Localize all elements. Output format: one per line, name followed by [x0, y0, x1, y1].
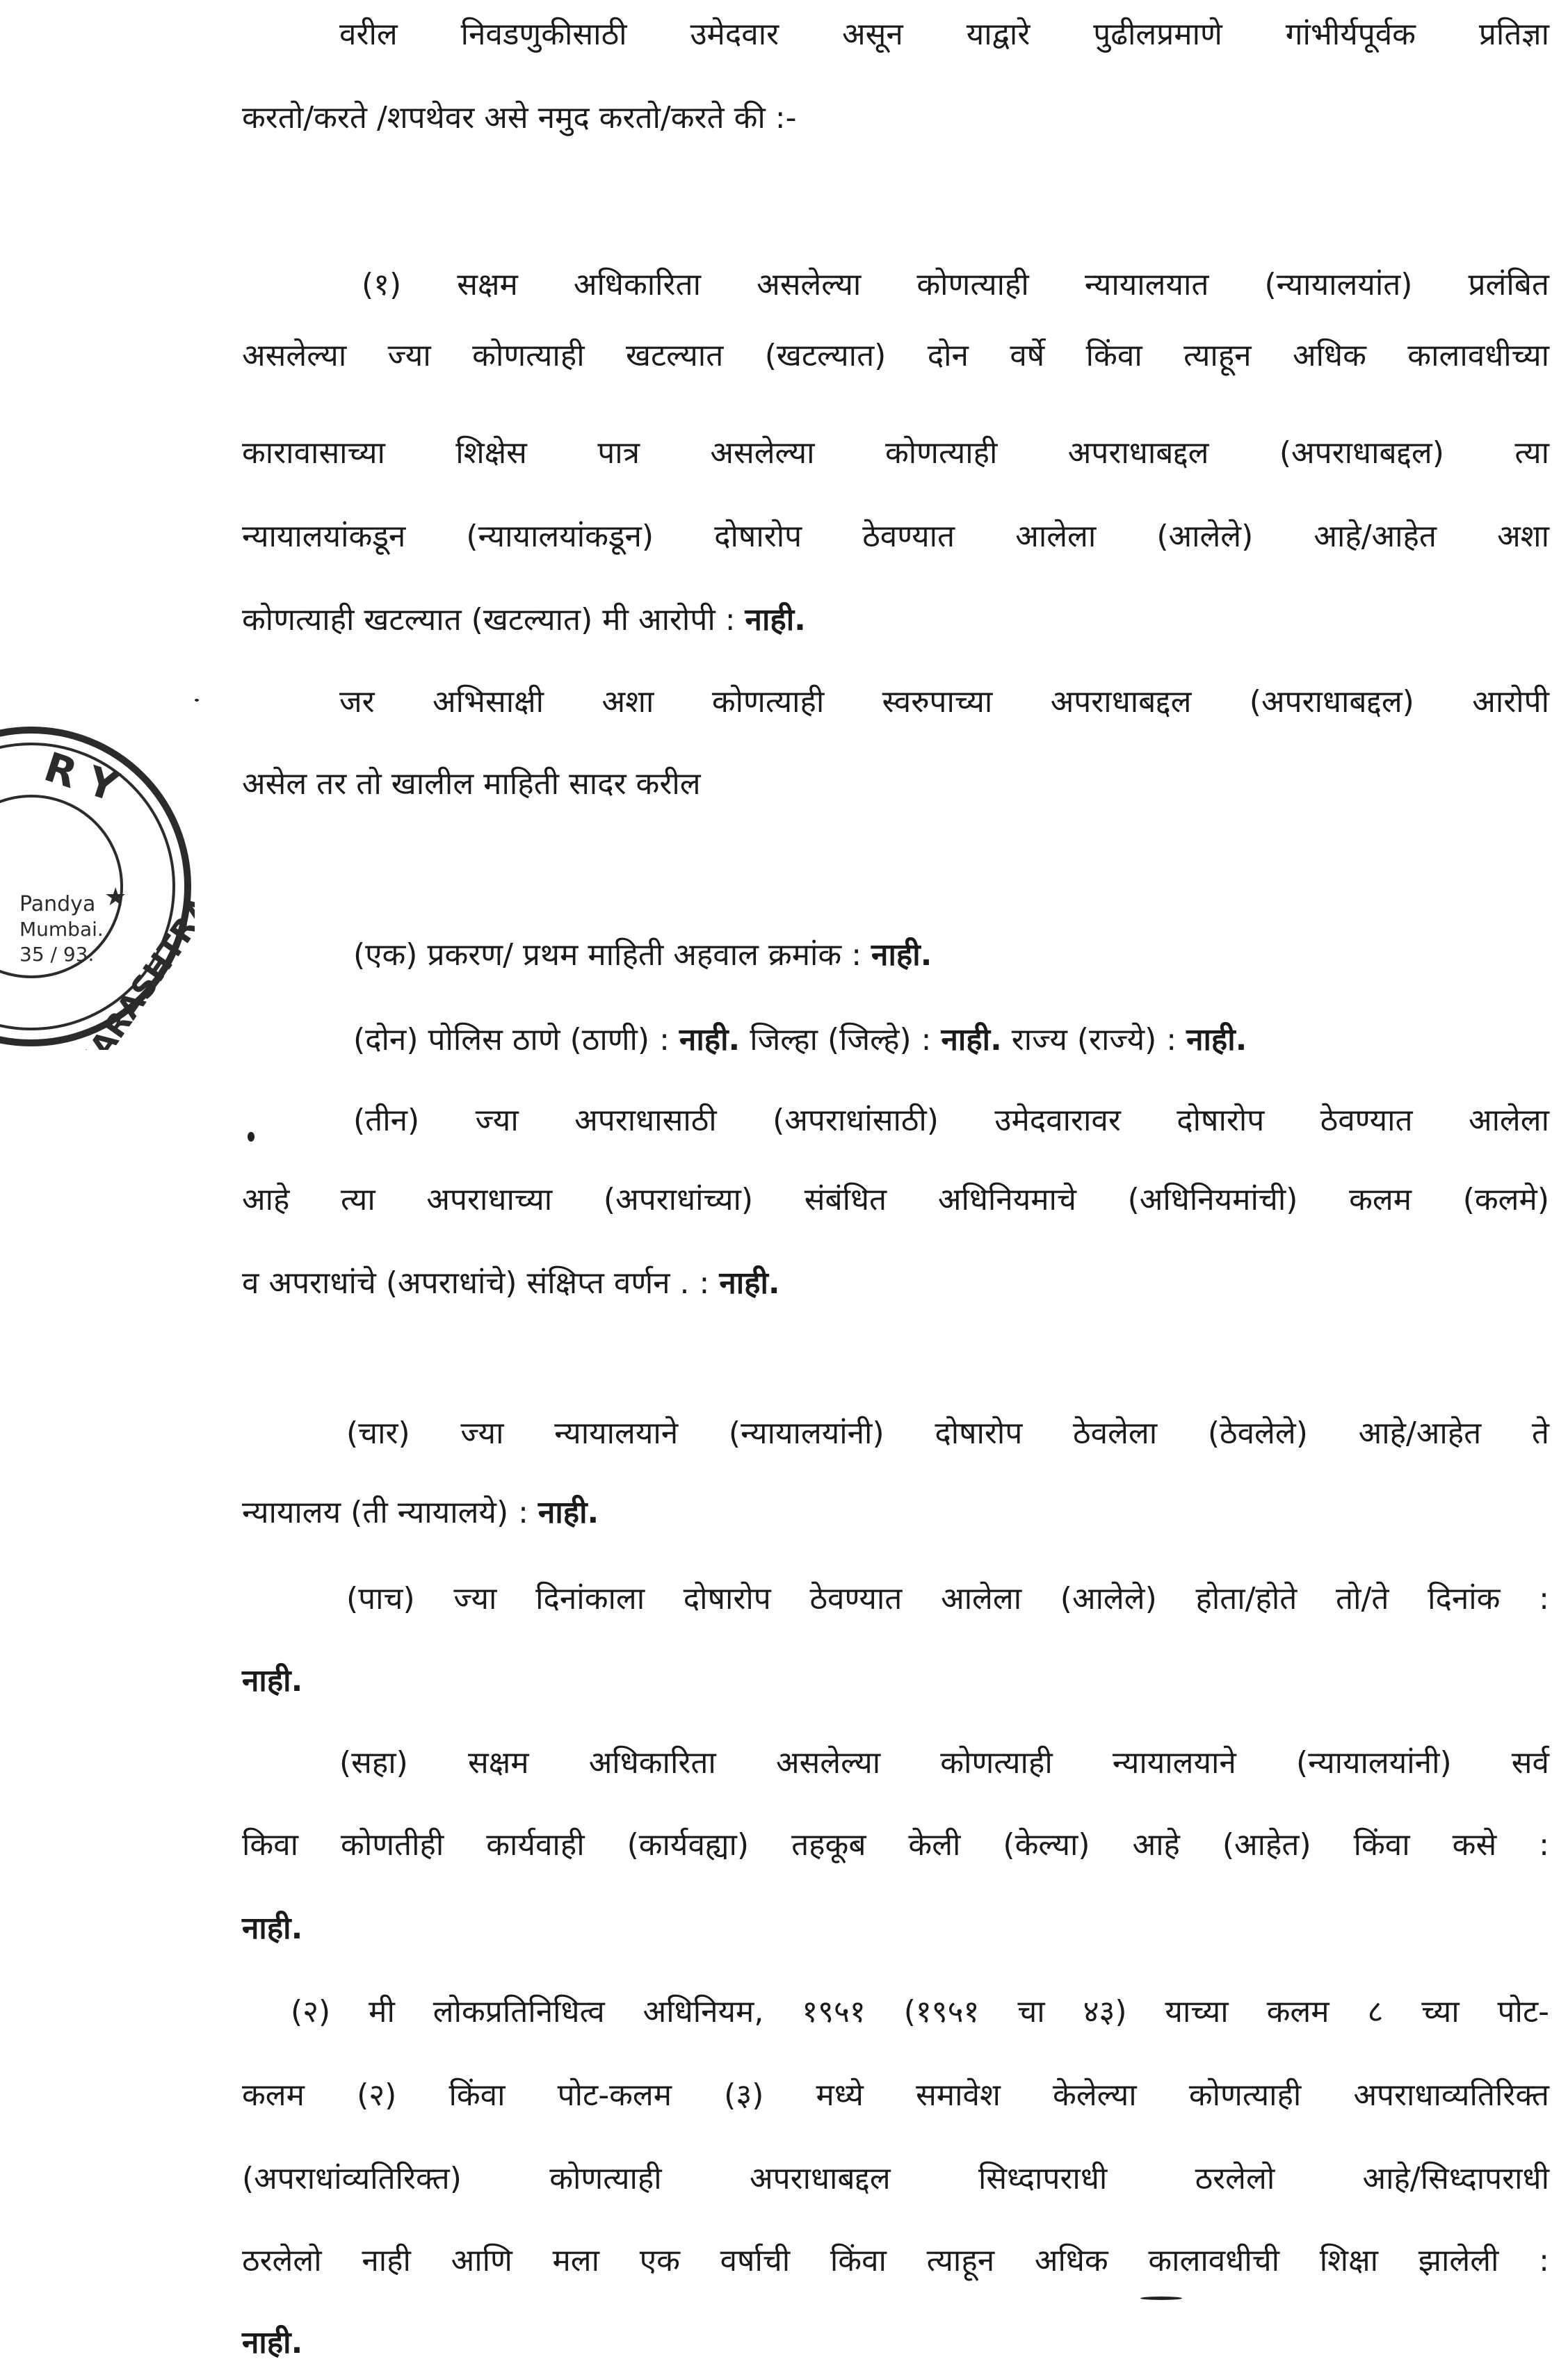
stamp-state: HARASHTRA [68, 891, 195, 1050]
item-pach-line-1: (पाच) ज्या दिनांकाला दोषारोप ठेवण्यात आलेला (आलेले) होता/होते तो/ते दिनांक : [346, 1581, 1549, 1617]
item-teen-answer: नाही. [719, 1265, 780, 1301]
item-saha-answer: नाही. [242, 1911, 303, 1946]
para1-answer: नाही. [745, 602, 806, 638]
para2-line-2: असेल तर तो खालील माहिती सादर करील [242, 766, 701, 802]
item-don-part-2: जिल्हा (जिल्हे) : [750, 1022, 932, 1058]
item-pach-answer: नाही. [242, 1663, 303, 1699]
intro-line-2: करतो/करते /शपथेवर असे नमुद करतो/करते की :- [242, 100, 797, 136]
item-saha-line-2: किवा कोणतीही कार्यवाही (कार्यवह्या) तहकूब केली (केल्या) आहे (आहेत) किंवा कसे : [242, 1827, 1549, 1863]
para1-line-4: न्यायालयांकडून (न्यायालयांकडून) दोषारोप ठेवण्यात आलेला (आलेले) आहे/आहेत अशा [242, 519, 1549, 554]
item-ek [353, 934, 932, 976]
stamp-reg: 35 / 93. [19, 943, 95, 966]
item-ek-answer: नाही. [871, 937, 932, 973]
intro-line-1: वरील निवडणुकीसाठी उमेदवार असून याद्वारे पुढीलप्रमाणे गांभीर्यपूर्वक प्रतिज्ञा [339, 17, 1549, 52]
stamp-star-icon: ★ [104, 883, 127, 912]
para2-line-1: जर अभिसाक्षी अशा कोणत्याही स्वरुपाच्या अपराधाबद्दल (अपराधाबद्दल) आरोपी [339, 684, 1549, 720]
para1-line-2: असलेल्या ज्या कोणत्याही खटल्यात (खटल्यात) दोन वर्षे किंवा त्याहून अधिक कालावधीच्या [242, 338, 1549, 373]
item-char-line-2 [242, 1492, 599, 1534]
stamp-name: Pandya [19, 892, 96, 916]
para3-line-4: ठरलेलो नाही आणि मला एक वर्षाची किंवा त्याहून अधिक कालावधीची शिक्षा झालेली : [242, 2243, 1549, 2278]
para3-line-3: (अपराधांव्यतिरिक्त) कोणत्याही अपराधाबद्दल सिध्दापराधी ठरलेलो आहे/सिध्दापराधी [242, 2161, 1549, 2196]
notary-stamp-graphic [0, 723, 195, 1050]
scan-speck [195, 699, 199, 702]
item-teen-line-2: आहे त्या अपराधाच्या (अपराधांच्या) संबंधित अधिनियमाचे (अधिनियमांची) कलम (कलमे) [242, 1182, 1549, 1217]
para1-line-5 [242, 599, 806, 641]
item-don-part-3: राज्य (राज्ये) : [1011, 1022, 1177, 1058]
para3-answer: नाही. [242, 2325, 303, 2360]
item-don [353, 1019, 1247, 1061]
item-teen-line-3 [242, 1263, 780, 1304]
item-don-part-1: (दोन) पोलिस ठाणे (ठाणी) : [353, 1022, 670, 1058]
item-teen-line-1: (तीन) ज्या अपराधासाठी (अपराधांसाठी) उमेदवारावर दोषारोप ठेवण्यात आलेला [353, 1103, 1549, 1138]
item-don-answer-1: नाही. [679, 1022, 741, 1058]
item-char-answer: नाही. [538, 1495, 599, 1530]
item-char-line-1: (चार) ज्या न्यायालयाने (न्यायालयांनी) दोषारोप ठेवलेला (ठेवलेले) आहे/आहेत ते [346, 1416, 1549, 1451]
para1-line-1: (१) सक्षम अधिकारिता असलेल्या कोणत्याही न्यायालयात (न्यायालयांत) प्रलंबित [362, 267, 1549, 302]
para3-line-2: कलम (२) किंवा पोट-कलम (३) मध्ये समावेश केलेल्या कोणत्याही अपराधाव्यतिरिक्त [242, 2078, 1549, 2113]
scan-speck [248, 1132, 254, 1142]
item-don-answer-3: नाही. [1186, 1022, 1247, 1058]
scan-speck [1140, 2297, 1182, 2300]
stamp-city: Mumbai. [19, 918, 104, 941]
notary-stamp [0, 723, 195, 1050]
para3-line-1: (२) मी लोकप्रतिनिधित्व अधिनियम, १९५१ (१९५१ चा ४३) याच्या कलम ८ च्या पोट- [291, 1994, 1549, 2030]
item-char-line-2-text: न्यायालय (ती न्यायालये) : [242, 1495, 528, 1530]
item-teen-line-3-text: व अपराधांचे (अपराधांचे) संक्षिप्त वर्णन . : [242, 1265, 710, 1301]
stamp-ring-text: R Y [38, 743, 124, 811]
para1-line-5-text: कोणत्याही खटल्यात (खटल्यात) मी आरोपी : [242, 602, 736, 638]
para1-line-3: कारावासाच्या शिक्षेस पात्र असलेल्या कोणत्याही अपराधाबद्दल (अपराधाबद्दल) त्या [242, 435, 1549, 471]
item-ek-text: (एक) प्रकरण/ प्रथम माहिती अहवाल क्रमांक : [353, 937, 862, 973]
item-saha-line-1: (सहा) सक्षम अधिकारिता असलेल्या कोणत्याही न्यायालयाने (न्यायालयांनी) सर्व [339, 1745, 1549, 1781]
item-don-answer-2: नाही. [941, 1022, 1002, 1058]
